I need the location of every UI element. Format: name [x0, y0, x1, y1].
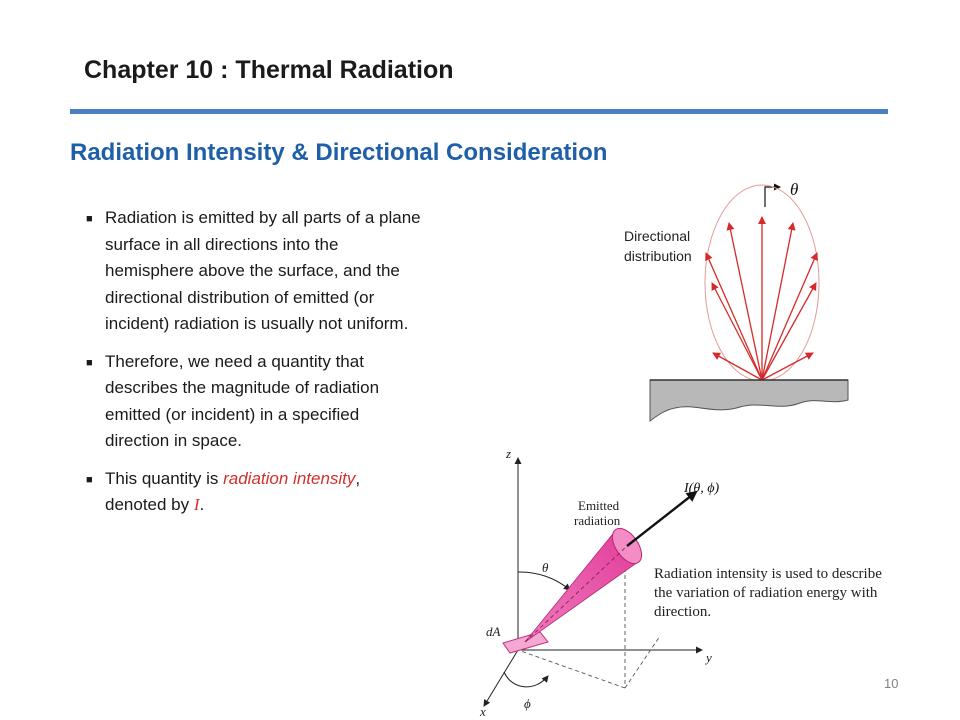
phi-angle-label: ϕ: [524, 696, 531, 711]
bullet-list: [86, 205, 531, 530]
bullet-1-line-5: incident) radiation is usually not uniform.: [105, 314, 409, 333]
radiation-intensity-figure: [470, 440, 940, 718]
intensity-label: I(θ, ϕ): [684, 481, 720, 496]
caption-line-1: Radiation intensity is used to describe: [654, 566, 882, 582]
arrow-left-1: [729, 223, 762, 380]
emitted-label-line-2: radiation: [574, 513, 621, 528]
emitting-surface: [650, 380, 848, 421]
page-number: 10: [884, 676, 899, 691]
slide-title: Chapter 10 : Thermal Radiation: [84, 56, 454, 84]
intensity-arrow-icon: [627, 492, 696, 546]
section-heading: Radiation Intensity & Directional Consideration: [70, 139, 608, 166]
bullet-item-3: [86, 466, 531, 519]
bullet-marker-icon: ■: [86, 213, 93, 225]
bullet-1-line-1: Radiation is emitted by all parts of a plane: [105, 208, 421, 227]
arrow-left-3: [712, 283, 762, 380]
bullet-item-2: [86, 349, 531, 455]
theta-angle-label: θ: [542, 560, 549, 575]
radiation-intensity-term: radiation intensity: [223, 468, 356, 488]
caption-line-3: direction.: [654, 604, 712, 620]
bullet-3-prefix: This quantity is: [105, 468, 224, 488]
bullet-marker-icon: ■: [86, 473, 93, 486]
directional-label-line-2: distribution: [624, 248, 692, 264]
phi-arc: [504, 672, 548, 687]
directional-distribution-figure: [600, 175, 860, 425]
y-axis-label: y: [706, 650, 712, 665]
bullet-2-line-3: emitted (or incident) in a specified: [105, 404, 360, 424]
arrow-left-2: [706, 253, 762, 380]
bullet-1-line-3: hemisphere above the surface, and the: [105, 261, 400, 280]
theta-direction-icon: [765, 187, 780, 207]
bullet-1-line-2: surface in all directions into the: [105, 234, 339, 254]
arrow-right-2: [762, 253, 817, 380]
caption-line-2: the variation of radiation energy with: [654, 585, 878, 601]
directional-label-line-1: Directional: [624, 228, 691, 244]
arrow-right-1: [762, 223, 793, 380]
dA-label: dA: [486, 624, 501, 639]
intensity-symbol: I: [193, 495, 200, 514]
x-axis: [484, 650, 518, 706]
bullet-2-line-1: Therefore, we need a quantity that: [105, 351, 364, 371]
bullet-3-period: .: [199, 495, 205, 514]
emitted-label-line-1: Emitted: [578, 498, 620, 513]
bullet-item-1: [86, 205, 531, 338]
bullet-3-comma: ,: [355, 468, 361, 488]
z-axis-label: z: [506, 446, 512, 461]
bullet-2-line-4: direction in space.: [105, 431, 243, 450]
bullet-1-line-4: directional distribution of emitted (or: [105, 287, 375, 307]
title-underline: [70, 109, 888, 114]
bullet-3-line-2-prefix: denoted by: [105, 495, 194, 514]
bullet-marker-icon: ■: [86, 356, 93, 369]
theta-label: θ: [790, 180, 799, 199]
bullet-2-line-2: describes the magnitude of radiation: [105, 378, 380, 397]
x-axis-label: x: [480, 704, 486, 718]
